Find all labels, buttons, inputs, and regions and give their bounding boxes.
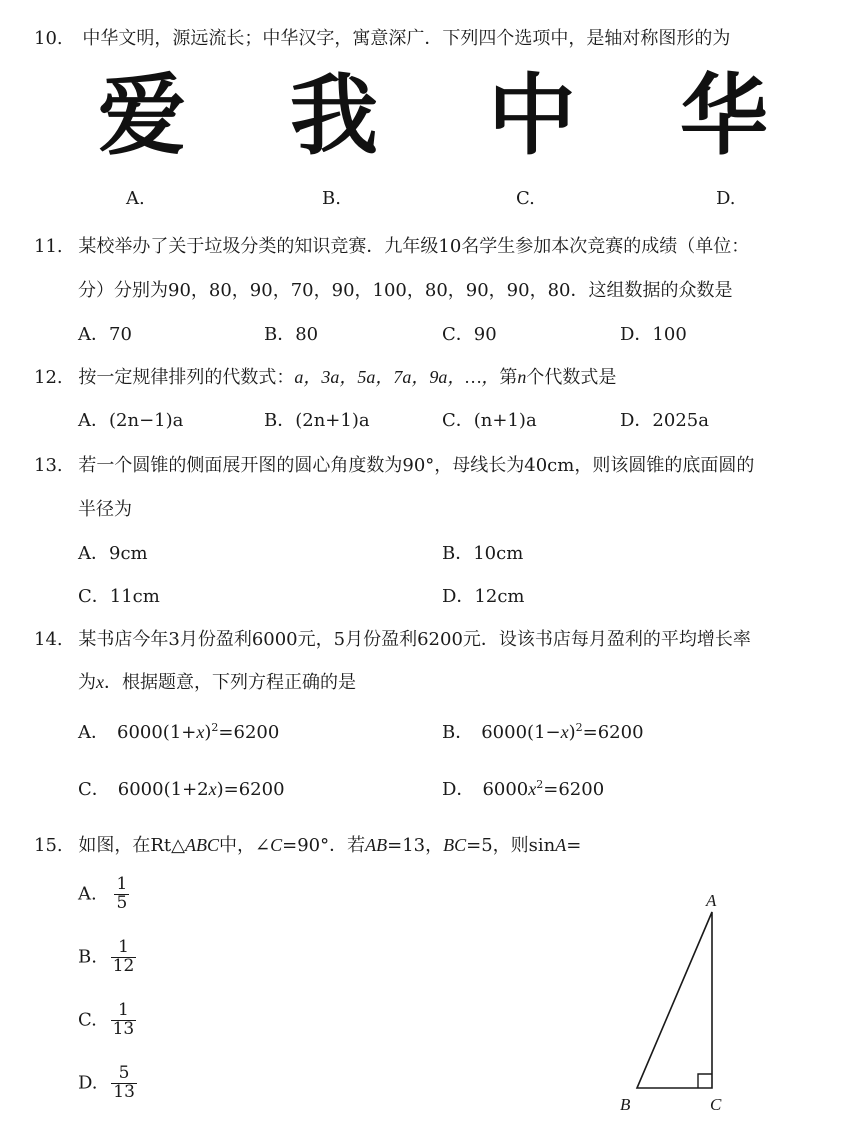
option-a bbox=[78, 876, 129, 913]
vertex-c: C bbox=[270, 835, 283, 855]
exponent: 2 bbox=[211, 721, 219, 734]
option-b bbox=[78, 939, 136, 976]
option-a: A．70 bbox=[78, 324, 132, 345]
question-text: = bbox=[566, 835, 582, 856]
numerator: 1 bbox=[111, 1002, 137, 1021]
question-12-stem bbox=[34, 363, 616, 389]
question-text-end: 个代数式是 bbox=[526, 367, 617, 388]
option-expr: ) bbox=[216, 779, 224, 800]
option-label: D． bbox=[442, 779, 475, 800]
question-14-stem-line2 bbox=[78, 668, 356, 694]
question-14-stem-line1 bbox=[34, 625, 751, 651]
variable-x: x bbox=[196, 722, 205, 742]
option-label-a: A. bbox=[126, 188, 145, 209]
question-text: 为 bbox=[78, 672, 96, 693]
option-expr: =6200 bbox=[582, 722, 644, 743]
segment-ab: AB bbox=[365, 835, 388, 855]
fraction bbox=[111, 1065, 137, 1102]
option-image-b: 我 bbox=[290, 64, 379, 167]
option-expr: 6000(1− bbox=[481, 722, 561, 743]
question-text: 如图，在Rt△ bbox=[78, 835, 186, 856]
question-text: 按一定规律排列的代数式： bbox=[78, 367, 295, 388]
denominator: 12 bbox=[112, 955, 135, 976]
option-image-a: 爱 bbox=[98, 64, 187, 167]
option-a: A．9cm bbox=[78, 543, 148, 564]
option-c bbox=[78, 775, 285, 801]
triangle-abc bbox=[637, 912, 712, 1088]
option-expr: 6000 bbox=[482, 779, 529, 800]
option-c: C．90 bbox=[442, 324, 497, 345]
sequence: a，3a，5a，7a，9a，…， bbox=[294, 367, 500, 387]
variable-n: n bbox=[517, 367, 527, 387]
exponent: 2 bbox=[536, 778, 544, 791]
denominator: 13 bbox=[113, 1081, 135, 1102]
numerator: 5 bbox=[111, 1065, 137, 1084]
vertex-label-b: B bbox=[620, 1095, 631, 1114]
question-text-end: ．根据题意，下列方程正确的是 bbox=[104, 672, 356, 693]
question-text: 中，∠ bbox=[219, 835, 271, 856]
question-number: 13. bbox=[34, 455, 63, 476]
option-label: D. bbox=[78, 1072, 98, 1094]
option-b: B．80 bbox=[264, 324, 319, 345]
option-b: B．10cm bbox=[442, 543, 524, 564]
question-10-stem bbox=[34, 24, 730, 50]
option-label: B. bbox=[78, 946, 97, 968]
denominator: 5 bbox=[116, 892, 128, 913]
option-label: A. bbox=[78, 883, 97, 905]
option-a: A．(2n−1)a bbox=[78, 410, 184, 431]
question-13-stem-line2: 半径为 bbox=[78, 499, 132, 520]
triangle-figure bbox=[600, 880, 750, 1120]
option-expr: =6200 bbox=[218, 722, 280, 743]
question-number: 14. bbox=[34, 629, 63, 650]
option-label: B． bbox=[442, 722, 474, 743]
option-b bbox=[442, 718, 644, 744]
option-d bbox=[78, 1065, 137, 1102]
option-c: C．11cm bbox=[78, 586, 160, 607]
option-expr: 6000(1+2 bbox=[117, 779, 209, 800]
option-a bbox=[78, 718, 279, 744]
variable-x: x bbox=[208, 779, 217, 799]
option-d bbox=[442, 775, 604, 801]
option-d: D．2025a bbox=[620, 410, 709, 431]
option-c bbox=[78, 1002, 136, 1039]
question-text: =90°．若 bbox=[282, 835, 366, 856]
option-expr: ) bbox=[568, 722, 576, 743]
exponent: 2 bbox=[575, 721, 583, 734]
segment-bc: BC bbox=[443, 835, 467, 855]
option-label: C. bbox=[78, 1009, 97, 1031]
variable-x: x bbox=[528, 779, 537, 799]
option-image-d: 华 bbox=[680, 64, 769, 167]
option-b: B．(2n+1)a bbox=[264, 410, 370, 431]
option-expr: =6200 bbox=[543, 779, 605, 800]
variable-x: x bbox=[96, 672, 104, 692]
right-angle-mark bbox=[698, 1074, 712, 1088]
vertex-label-c: C bbox=[710, 1095, 722, 1114]
option-expr: =6200 bbox=[223, 779, 285, 800]
question-15-stem bbox=[34, 831, 581, 857]
question-11-stem-line1 bbox=[34, 232, 749, 258]
question-text: 中华文明，源远流长；中华汉字，寓意深广．下列四个选项中，是轴对称图形的为 bbox=[82, 28, 731, 49]
question-11-stem-line2: 分）分别为90，80，90，70，90，100，80，90，90，80．这组数据的众数是 bbox=[78, 280, 733, 301]
option-d: D．100 bbox=[620, 324, 687, 345]
option-label-b: B. bbox=[322, 188, 341, 209]
option-expr: ) bbox=[204, 722, 212, 743]
numerator: 1 bbox=[116, 874, 128, 894]
fraction bbox=[114, 876, 129, 913]
question-number: 15. bbox=[34, 835, 63, 856]
option-expr: 6000(1+ bbox=[117, 722, 197, 743]
option-label: A． bbox=[78, 722, 109, 743]
option-label-c: C. bbox=[516, 188, 535, 209]
variable-x: x bbox=[560, 722, 569, 742]
question-13-stem-line1 bbox=[34, 451, 754, 477]
question-text: 若一个圆锥的侧面展开图的圆心角度数为90°，母线长为40cm，则该圆锥的底面圆的 bbox=[78, 455, 755, 476]
option-c: C．(n+1)a bbox=[442, 410, 537, 431]
option-image-c: 中 bbox=[488, 64, 577, 167]
fraction bbox=[111, 1002, 137, 1039]
vertex-a: A bbox=[555, 835, 567, 855]
question-number: 10. bbox=[34, 28, 63, 49]
question-text: 某书店今年3月份盈利6000元，5月份盈利6200元．设该书店每月盈利的平均增长率 bbox=[78, 629, 751, 650]
option-d: D．12cm bbox=[442, 586, 525, 607]
question-number: 11. bbox=[34, 236, 63, 257]
question-text: =5，则sin bbox=[466, 835, 556, 856]
question-text: =13， bbox=[387, 835, 444, 856]
triangle-name: ABC bbox=[185, 835, 220, 855]
option-label: C． bbox=[78, 779, 110, 800]
denominator: 13 bbox=[112, 1018, 135, 1039]
question-text: 某校举办了关于垃圾分类的知识竞赛．九年级10名学生参加本次竞赛的成绩（单位： bbox=[78, 236, 750, 257]
question-text-cont: 第 bbox=[499, 367, 518, 388]
numerator: 1 bbox=[111, 939, 137, 958]
fraction bbox=[111, 939, 137, 976]
question-number: 12. bbox=[34, 367, 63, 388]
vertex-label-a: A bbox=[706, 891, 717, 910]
option-label-d: D. bbox=[716, 188, 736, 209]
